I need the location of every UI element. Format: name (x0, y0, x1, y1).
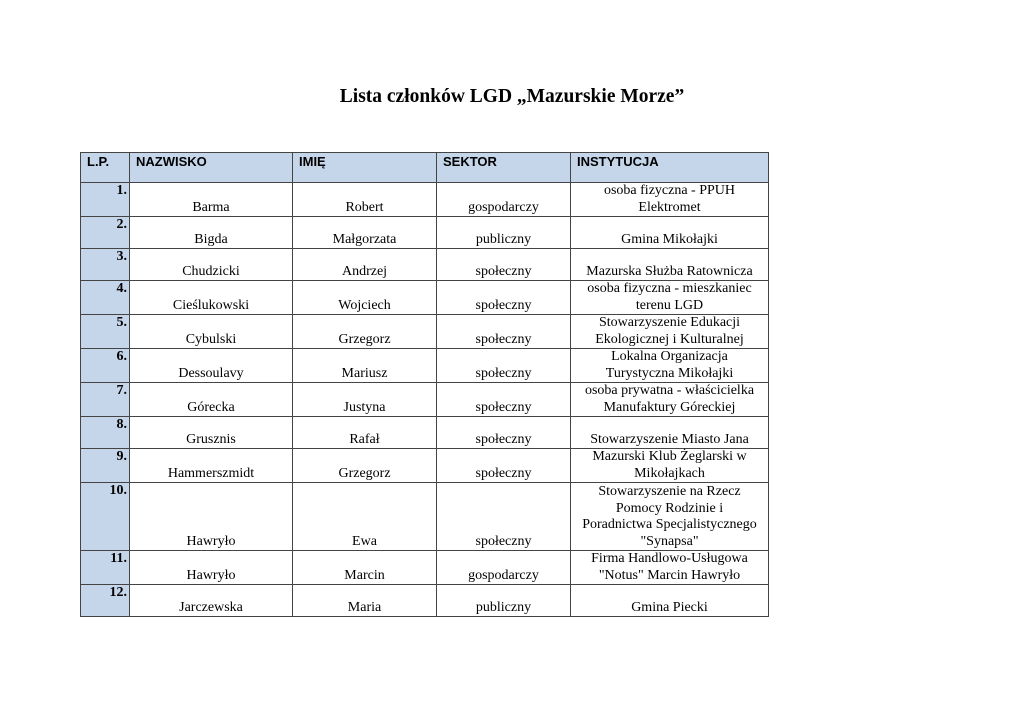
cell-imie: Maria (293, 585, 437, 617)
table-row (81, 349, 769, 383)
row-number: 6. (81, 349, 130, 383)
header-sektor: SEKTOR (437, 153, 571, 183)
cell-imie: Grzegorz (293, 315, 437, 349)
cell-imie: Małgorzata (293, 217, 437, 249)
table-row (81, 249, 769, 281)
cell-instytucja (571, 449, 769, 483)
cell-sektor: społeczny (437, 449, 571, 483)
instytucja-line: Manufaktury Góreckiej (603, 399, 736, 415)
instytucja-line: osoba fizyczna - mieszkaniec (587, 281, 752, 296)
cell-nazwisko: Barma (130, 183, 293, 217)
table-row (81, 281, 769, 315)
table-row (81, 585, 769, 617)
instytucja-line: Ekologicznej i Kulturalnej (595, 331, 744, 347)
cell-sektor: publiczny (437, 585, 571, 617)
instytucja-line: Mazurski Klub Żeglarski w (592, 449, 747, 464)
cell-sektor: gospodarczy (437, 551, 571, 585)
cell-instytucja (571, 315, 769, 349)
cell-imie: Mariusz (293, 349, 437, 383)
cell-nazwisko: Dessoulavy (130, 349, 293, 383)
page-title: Lista członków LGD „Mazurskie Morze” (339, 86, 685, 107)
row-number: 1. (81, 183, 130, 217)
cell-nazwisko: Górecka (130, 383, 293, 417)
cell-instytucja (571, 217, 769, 249)
instytucja-line: Elektromet (638, 199, 701, 215)
cell-instytucja (571, 585, 769, 617)
cell-nazwisko: Grusznis (130, 417, 293, 449)
instytucja-line: osoba fizyczna - PPUH (603, 183, 736, 198)
cell-instytucja (571, 483, 769, 551)
cell-sektor: gospodarczy (437, 183, 571, 217)
instytucja-line: Mazurska Służba Ratownicza (586, 263, 753, 279)
instytucja-line: Poradnictwa Specjalistycznego (582, 517, 757, 532)
cell-nazwisko: Chudzicki (130, 249, 293, 281)
cell-sektor: społeczny (437, 281, 571, 315)
row-number: 4. (81, 281, 130, 315)
cell-sektor: społeczny (437, 483, 571, 551)
cell-sektor: społeczny (437, 249, 571, 281)
table-row (81, 417, 769, 449)
row-number: 5. (81, 315, 130, 349)
members-table (80, 152, 769, 617)
instytucja-line: Lokalna Organizacja (611, 349, 728, 364)
table-row (81, 183, 769, 217)
instytucja-line: Stowarzyszenie Miasto Jana (590, 431, 749, 447)
instytucja-line: Mikołajkach (634, 465, 705, 481)
table-row (81, 449, 769, 483)
cell-instytucja (571, 551, 769, 585)
cell-instytucja (571, 249, 769, 281)
cell-imie: Marcin (293, 551, 437, 585)
row-number: 9. (81, 449, 130, 483)
header-instytucja: INSTYTUCJA (571, 153, 769, 183)
cell-instytucja (571, 383, 769, 417)
cell-nazwisko: Hawryło (130, 483, 293, 551)
row-number: 2. (81, 217, 130, 249)
cell-imie: Ewa (293, 483, 437, 551)
table-row (81, 483, 769, 551)
instytucja-line: Stowarzyszenie na Rzecz (598, 484, 741, 499)
table-row (81, 383, 769, 417)
cell-nazwisko: Cieślukowski (130, 281, 293, 315)
cell-nazwisko: Bigda (130, 217, 293, 249)
instytucja-line: osoba prywatna - właścicielka (584, 383, 755, 398)
instytucja-line: Turystyczna Mikołajki (605, 365, 734, 381)
cell-instytucja (571, 183, 769, 217)
instytucja-line: terenu LGD (635, 297, 704, 313)
table-row (81, 217, 769, 249)
cell-imie: Grzegorz (293, 449, 437, 483)
instytucja-line: Gmina Mikołajki (621, 231, 718, 247)
cell-sektor: społeczny (437, 315, 571, 349)
header-imie: IMIĘ (293, 153, 437, 183)
cell-nazwisko: Jarczewska (130, 585, 293, 617)
row-number: 11. (81, 551, 130, 585)
row-number: 3. (81, 249, 130, 281)
cell-imie: Andrzej (293, 249, 437, 281)
table-row (81, 315, 769, 349)
instytucja-line: Pomocy Rodzinie i (615, 500, 724, 516)
table-row (81, 551, 769, 585)
cell-imie: Wojciech (293, 281, 437, 315)
row-number: 10. (81, 483, 130, 551)
cell-instytucja (571, 281, 769, 315)
cell-sektor: publiczny (437, 217, 571, 249)
cell-imie: Rafał (293, 417, 437, 449)
instytucja-line: Stowarzyszenie Edukacji (598, 315, 741, 330)
cell-imie: Robert (293, 183, 437, 217)
row-number: 7. (81, 383, 130, 417)
header-lp: L.P. (81, 153, 130, 183)
table-header-row (81, 153, 769, 183)
cell-instytucja (571, 349, 769, 383)
instytucja-line: Firma Handlowo-Usługowa (591, 551, 748, 566)
cell-sektor: społeczny (437, 349, 571, 383)
cell-instytucja (571, 417, 769, 449)
instytucja-line: "Notus" Marcin Hawryło (598, 567, 741, 583)
cell-nazwisko: Cybulski (130, 315, 293, 349)
cell-sektor: społeczny (437, 417, 571, 449)
cell-sektor: społeczny (437, 383, 571, 417)
row-number: 8. (81, 417, 130, 449)
cell-imie: Justyna (293, 383, 437, 417)
cell-nazwisko: Hammerszmidt (130, 449, 293, 483)
instytucja-line: "Synapsa" (640, 533, 699, 549)
table-body (81, 183, 769, 617)
row-number: 12. (81, 585, 130, 617)
header-nazwisko: NAZWISKO (130, 153, 293, 183)
cell-nazwisko: Hawryło (130, 551, 293, 585)
instytucja-line: Gmina Piecki (631, 599, 708, 615)
